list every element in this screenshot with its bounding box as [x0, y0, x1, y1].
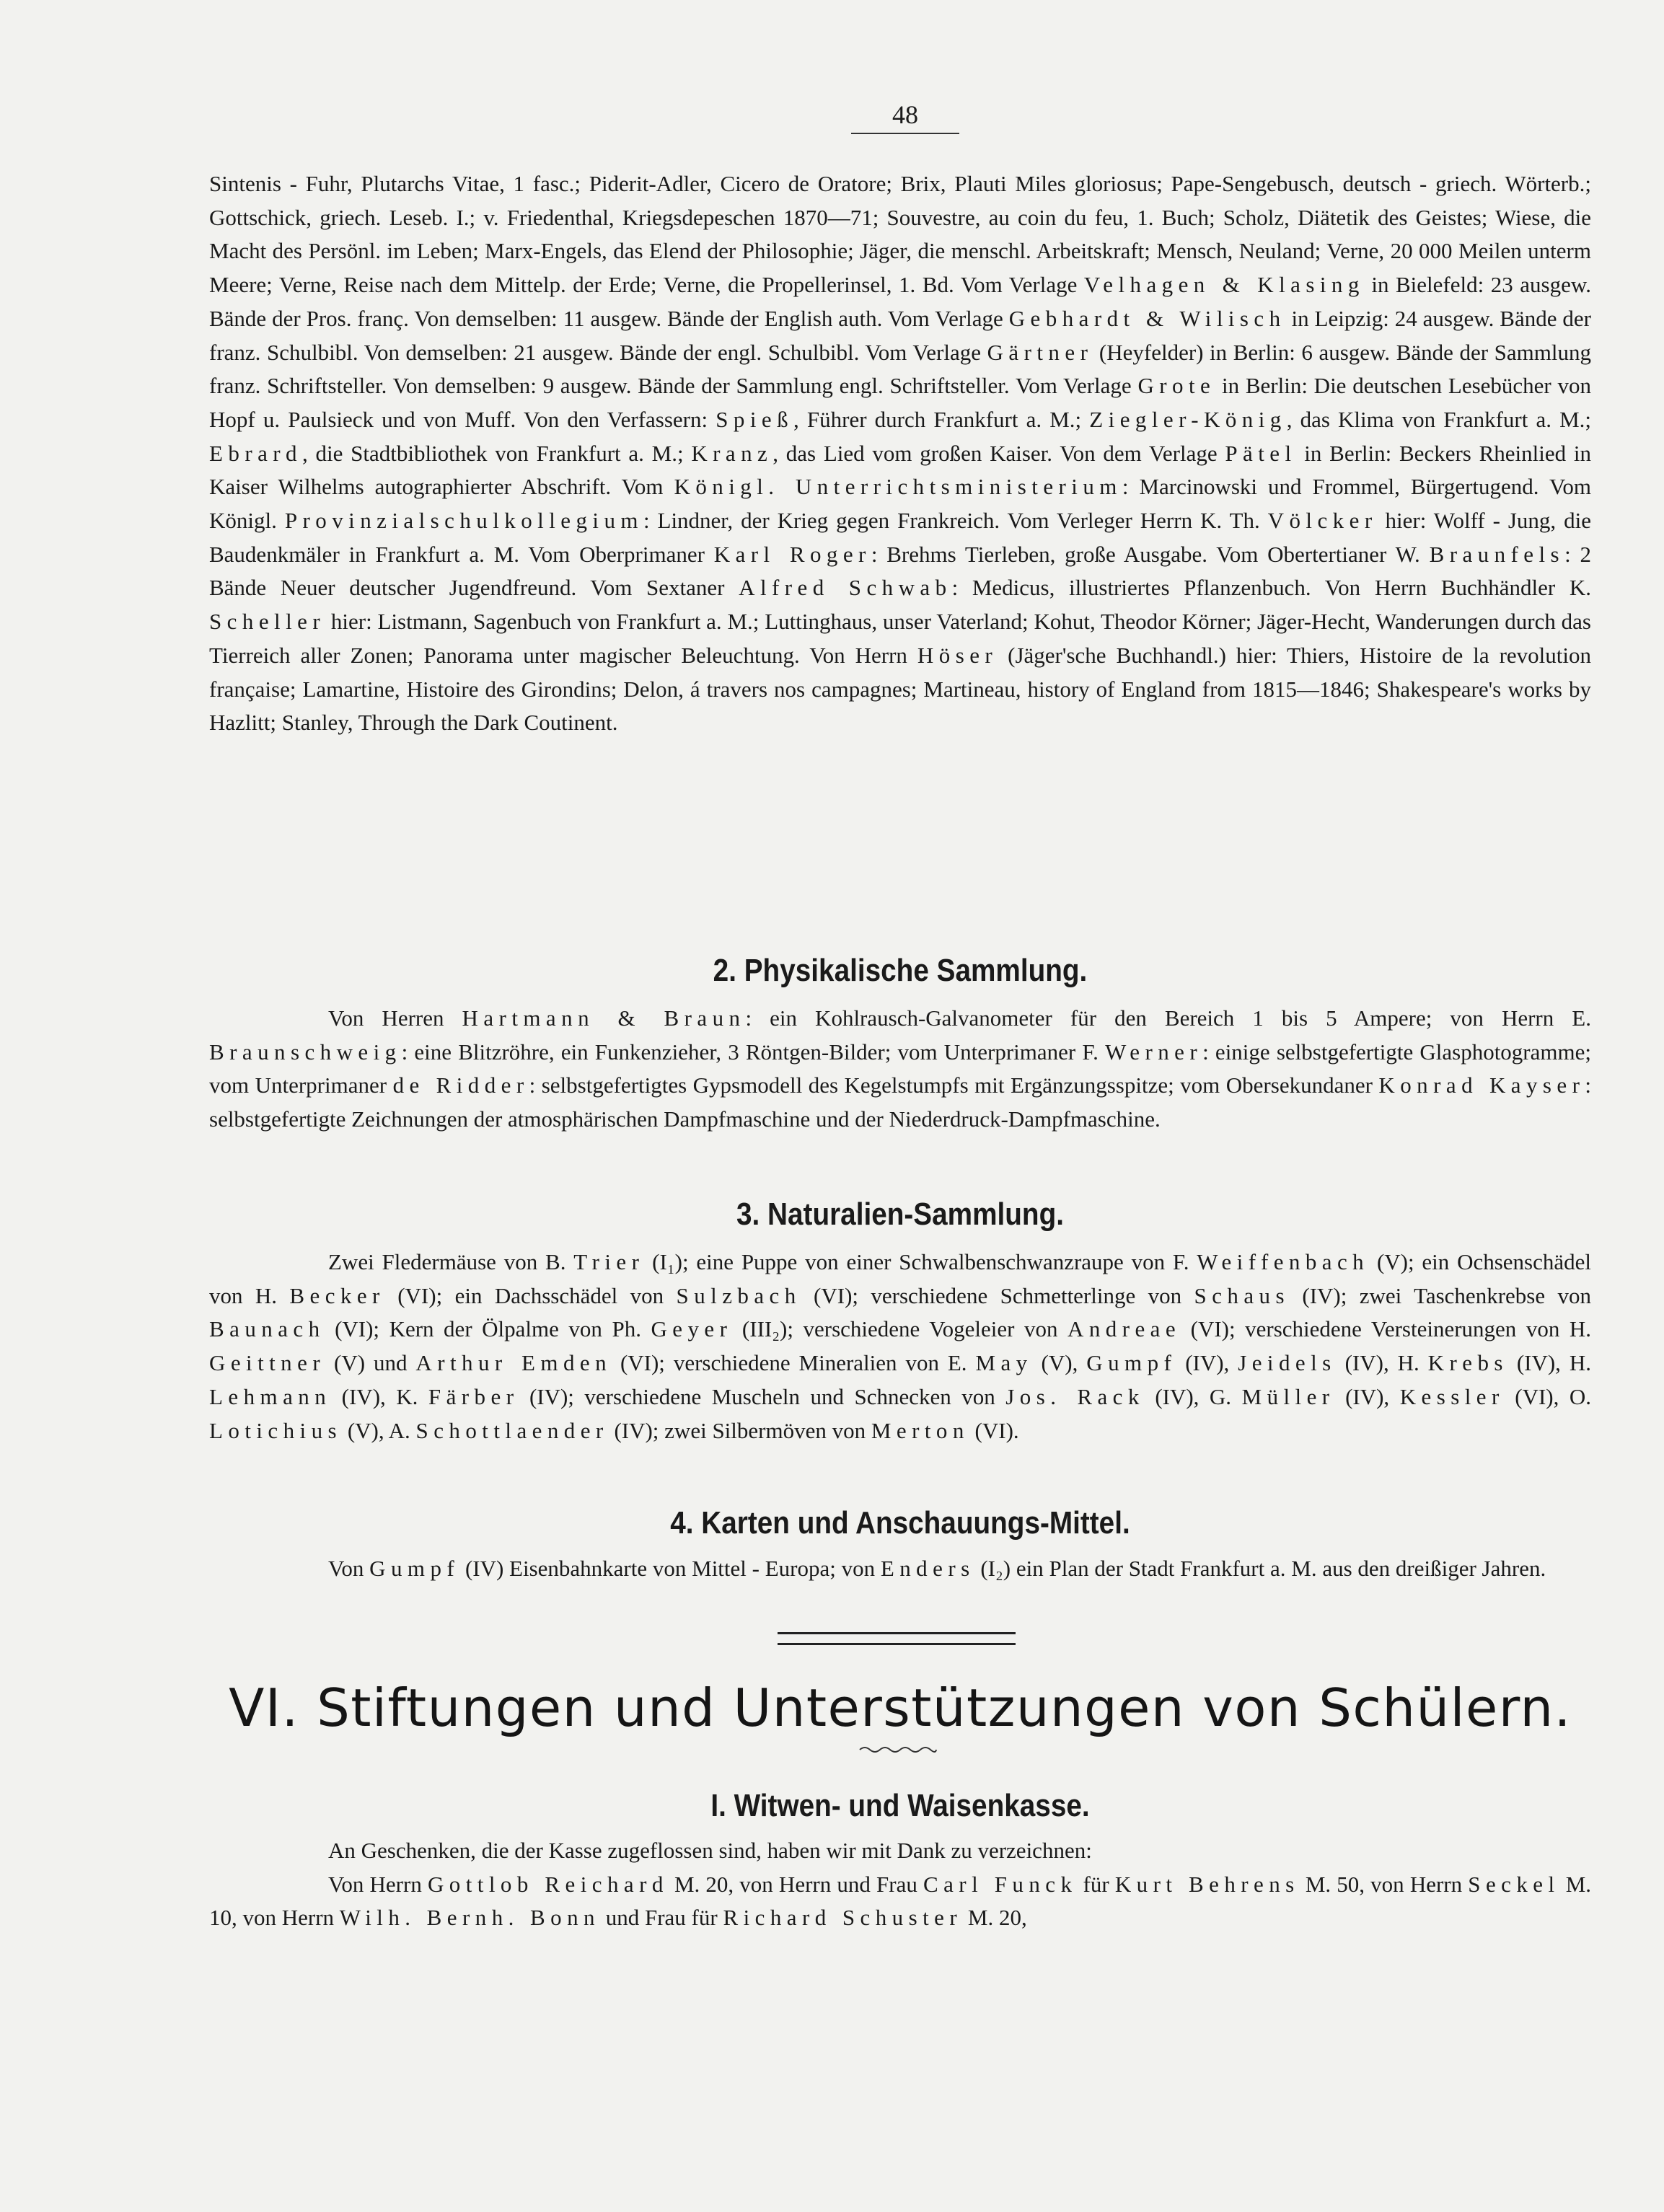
spaced-name: Gärtner [987, 339, 1093, 365]
spaced-name: Wilh. Bernh. Bonn [339, 1905, 600, 1931]
text-run: (V); ein Ochsenschädel von H. [209, 1249, 1592, 1308]
text-run: (I₁); eine Puppe von einer Schwalbenschwanzraupe von F. [644, 1249, 1197, 1274]
text-run: für [1077, 1871, 1115, 1897]
spaced-name: Gottlob Reichard [427, 1871, 669, 1897]
text-run: (III₂); verschiedene Vogeleier von [732, 1316, 1068, 1342]
text-run: (IV), [1176, 1350, 1238, 1376]
text-run: (IV); zwei Silbermöven von [608, 1417, 871, 1443]
text-run: (IV), H. [1507, 1350, 1591, 1376]
spaced-name: Völcker [1267, 508, 1378, 534]
spaced-name: Konrad Kayser [1378, 1072, 1585, 1098]
text-run: Zwei Fledermäuse von B. [328, 1249, 574, 1274]
spaced-name: Trier [573, 1249, 645, 1274]
text-run: (VI), O. [1504, 1383, 1591, 1409]
spaced-name: Becker [289, 1282, 385, 1308]
text-run: (V), [1032, 1350, 1087, 1376]
text-run: (IV), G. [1144, 1383, 1242, 1409]
spaced-name: Jos. Rack [1005, 1383, 1145, 1409]
page-number: 48 [851, 100, 959, 134]
text-run: (IV), [1334, 1383, 1400, 1409]
text-run: : ein Kohlrausch-Galvanometer für den Bereich 1 bis 5 Ampere; von Herrn E. [745, 1005, 1591, 1031]
spaced-name: Lehmann [209, 1383, 332, 1409]
spaced-name: Carl Funck [923, 1871, 1078, 1897]
text-run: : selbstgefertigte Zeichnungen der atmosphärischen Dampfmaschine und der Niederdruck-Dampfmaschine. [209, 1072, 1591, 1132]
spaced-name: Richard Schuster [723, 1905, 963, 1931]
spaced-name: Ebrard [209, 440, 302, 466]
spaced-name: May [975, 1350, 1033, 1376]
text-run: (I₂) ein Plan der Stadt Frankfurt a. M. aus den dreißiger Jahren. [974, 1556, 1546, 1581]
spaced-name: Geittner [209, 1350, 326, 1376]
text-run: hier: Wolff - Jung, die Baudenkmäler in Frankfurt a. M. Vom Oberprimaner [209, 508, 1591, 567]
text-run: (IV), H. [1336, 1350, 1428, 1376]
spaced-name: Baunach [209, 1316, 325, 1342]
section-book-donations [209, 167, 1591, 740]
text-run: M. 10, von Herrn [209, 1871, 1592, 1931]
spaced-name: Scheller [209, 609, 326, 635]
text-run: : Marcinowski und Frommel, Bürgertugend. Vom Königl. [209, 474, 1591, 534]
heading-naturalien-sammlung: 3. Naturalien-Sammlung. [736, 1197, 1064, 1232]
spaced-name: Müller [1241, 1383, 1335, 1409]
spaced-name: Spieß [716, 406, 794, 432]
text-run: (VI); Kern der Ölpalme von Ph. [325, 1316, 651, 1342]
text-run: (IV) Eisenbahnkarte von Mittel - Europa; von [459, 1556, 881, 1581]
spaced-name: de Ridder [392, 1072, 529, 1098]
spaced-name: Königl. Unterrichtsministerium [674, 474, 1122, 500]
text-run: (VI); verschiedene Mineralien von E. [612, 1350, 976, 1376]
text-run: (VI); verschiedene Schmetterlinge von [801, 1282, 1194, 1308]
heading-karten: 4. Karten und Anschauungs-Mittel. [670, 1505, 1130, 1541]
text-run: (VI); verschiedene Versteinerungen von H. [1181, 1316, 1591, 1342]
spaced-name: Färber [428, 1383, 519, 1409]
text-run: (IV); verschiedene Muscheln und Schnecken von [519, 1383, 1006, 1409]
text-run: Von Herren [328, 1005, 462, 1031]
physics-paragraph [209, 1002, 1591, 1137]
text-run: (IV); zwei Taschenkrebse von [1290, 1282, 1591, 1308]
text-run: : selbstgefertigtes Gypsmodell des Kegelstumpfs mit Ergänzungsspitze; vom Obersekundaner [529, 1072, 1379, 1098]
spaced-name: Alfred Schwab [739, 575, 952, 601]
spaced-name: Seckel [1468, 1871, 1560, 1897]
spaced-name: Ziegler-König [1089, 406, 1287, 432]
double-rule-divider [778, 1632, 1016, 1645]
spaced-name: Grote [1137, 373, 1216, 399]
text-run: : Lindner, der Krieg gegen Frankreich. Vom Verleger Herrn K. Th. [643, 508, 1268, 534]
spaced-name: Karl Roger [713, 541, 871, 567]
witwenkasse-intro: An Geschenken, die der Kasse zugeflossen sind, haben wir mit Dank zu verzeichnen: [328, 1838, 1092, 1863]
naturalien-paragraph [209, 1246, 1591, 1448]
heading-witwen-waisenkasse: I. Witwen- und Waisenkasse. [710, 1788, 1090, 1823]
text-run: (IV), K. [331, 1383, 428, 1409]
spaced-name: Pätel [1225, 440, 1297, 466]
spaced-name: Schottlaender [415, 1417, 609, 1443]
text-run: in Berlin: Die deutschen Lesebücher von Hopf u. Paulsieck und von Muff. Von den Verfassern: [209, 373, 1591, 432]
spaced-name: Gumpf [369, 1556, 460, 1581]
text-run: : Brehms Tierleben, große Ausgabe. Vom Obertertianer W. [871, 541, 1430, 567]
section-physics [209, 1002, 1591, 1137]
spaced-name: Provinzialschulkollegium [284, 508, 643, 534]
witwenkasse-donations [209, 1868, 1591, 1935]
spaced-name: Gebhardt & Wilisch [1008, 305, 1286, 331]
text-run: Sintenis - Fuhr, Plutarchs Vitae, 1 fasc.; Piderit-Adler, Cicero de Oratore; Brix, Plauti Miles gloriosus; Pape-Sengebusch, deutsch - griech. Wörterb.; Gottschick, griech. Leseb. I.; v. Friedenthal, Kriegsdepeschen 1870—71; Souvestre, au coin du feu, 1. Buch; Scholz, Diätetik des Geistes; Wiese, die Macht des Persönl. im Leben; Marx-Engels, das Elend der Philosophie; Jäger, die menschl. Arbeitskraft; Mensch, Neuland; Verne, 20 000 Meilen unterm Meere; Verne, Reise nach dem Mittelp. der Erde; Verne, die Propellerinsel, 1. Bd. Vom Verlage [209, 171, 1591, 298]
book-donations-paragraph [209, 167, 1591, 740]
text-run: in Bielefeld: 23 ausgew. Bände der Pros. franç. Von demselben: 11 ausgew. Bände der English auth. Vom Verlage [209, 272, 1592, 331]
text-run: , die Stadtbibliothek von Frankfurt a. M.; [301, 440, 692, 466]
text-run: : 2 Bände Neuer deutscher Jugendfreund. Vom Sextaner [209, 541, 1591, 601]
section-witwenkasse [209, 1834, 1591, 1935]
spaced-name: Schaus [1194, 1282, 1290, 1308]
spaced-name: Braunfels [1429, 541, 1565, 567]
text-run: (VI). [969, 1417, 1019, 1443]
text-run: (V) und [325, 1350, 416, 1376]
spaced-name: Geyer [651, 1316, 733, 1342]
section-naturalien [209, 1246, 1591, 1448]
spaced-name: Höser [917, 642, 998, 668]
spaced-name: Andreae [1067, 1316, 1181, 1342]
text-run: Von Herrn [328, 1871, 428, 1897]
spaced-name: Merton [871, 1417, 969, 1443]
spaced-name: Arthur Emden [415, 1350, 612, 1376]
text-run: : Medicus, illustriertes Pflanzenbuch. Von Herrn Buchhändler K. [951, 575, 1591, 601]
spaced-name: Enders [880, 1556, 975, 1581]
text-run: , das Lied vom großen Kaiser. Von dem Verlage [772, 440, 1225, 466]
chapter-title: VI. Stiftungen und Unterstützungen von Schülern. [229, 1678, 1572, 1738]
spaced-name: Krebs [1427, 1350, 1508, 1376]
text-run: (VI); ein Dachsschädel von [384, 1282, 677, 1308]
text-run: : eine Blitzröhre, ein Funkenzieher, 3 Röntgen-Bilder; vom Unterprimaner F. [401, 1039, 1106, 1065]
text-run: , das Klima von Frankfurt a. M.; [1286, 406, 1591, 432]
spaced-name: Kranz [691, 440, 773, 466]
text-run: (Heyfelder) in Berlin: 6 ausgew. Bände der Sammlung franz. Schriftsteller. Von demselben: 9 ausgew. Bände der Sammlung engl. Schriftsteller. Vom Verlage [209, 339, 1591, 399]
spaced-name: Sulzbach [676, 1282, 801, 1308]
text-run: und Frau für [599, 1905, 723, 1931]
section-karten [209, 1552, 1591, 1586]
text-run: hier: Listmann, Sagenbuch von Frankfurt a. M.; Luttinghaus, unser Vaterland; Kohut, Theodor Körner; Jäger-Hecht, Wanderungen durch das Tierreich aller Zonen; Panorama unter magischer Beleuchtung. Von Herrn [209, 609, 1591, 668]
spaced-name: Gumpf [1086, 1350, 1177, 1376]
spaced-name: Braunschweig [209, 1039, 402, 1065]
text-run: M. 50, von Herrn [1299, 1871, 1469, 1897]
spaced-name: Lotichius [209, 1417, 343, 1443]
text-run: in Berlin: Beckers Rheinlied in Kaiser Wilhelms autographierter Abschrift. Vom [209, 440, 1591, 500]
karten-paragraph [209, 1552, 1591, 1586]
spaced-name: Hartmann & Braun [462, 1005, 746, 1031]
text-run: (V), A. [342, 1417, 416, 1443]
text-run: (Jäger'sche Buchhandl.) hier: Thiers, Histoire de la revolution française; Lamartine, Histoire des Girondins; Delon, á travers nos campagnes; Martineau, history of England from 1815—1846; Shakespeare's works by Hazlitt; Stanley, Through the Dark Coutinent. [209, 642, 1592, 736]
wavy-ornament [858, 1744, 938, 1755]
text-run: Von [328, 1556, 370, 1581]
heading-physikalische-sammlung: 2. Physikalische Sammlung. [713, 953, 1088, 988]
spaced-name: Jeidels [1238, 1350, 1337, 1376]
spaced-name: Werner [1105, 1039, 1203, 1065]
spaced-name: Velhagen & Klasing [1083, 272, 1365, 298]
text-run: M. 20, von Herrn und Frau [668, 1871, 923, 1897]
spaced-name: Weiffenbach [1197, 1249, 1370, 1274]
text-run: : einige selbstgefertigte Glasphotogramme; vom Unterprimaner [209, 1039, 1591, 1098]
spaced-name: Kessler [1399, 1383, 1505, 1409]
text-run: M. 20, [962, 1905, 1027, 1931]
text-run: , Führer durch Frankfurt a. M.; [793, 406, 1090, 432]
spaced-name: Kurt Behrens [1114, 1871, 1300, 1897]
text-run: in Leipzig: 24 ausgew. Bände der franz. Schulbibl. Von demselben: 21 ausgew. Bände der engl. Schulbibl. Vom Verlage [209, 305, 1592, 365]
